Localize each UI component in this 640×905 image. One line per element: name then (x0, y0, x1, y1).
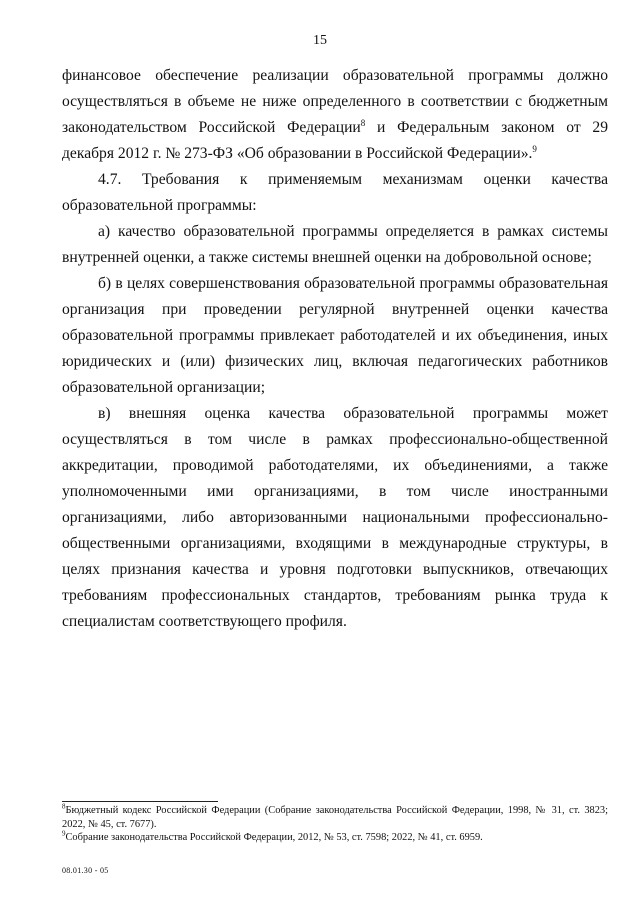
footnote-mark-9: 9 (62, 829, 66, 838)
paragraph-funding-text-2: и Федеральным законом от 29 декабря 2012 г. № 273-ФЗ «Об образовании в Российской Федерации». (62, 119, 608, 162)
footnote-divider (62, 801, 218, 802)
paragraph-funding (62, 63, 608, 167)
footnote-9 (62, 831, 608, 845)
footnote-ref-9: 9 (532, 143, 537, 154)
footnote-9-text: Собрание законодательства Российской Федерации, 2012, № 53, ст. 7598; 2022, № 41, ст. 6959. (65, 832, 483, 843)
footnote-8-text: Бюджетный кодекс Российской Федерации (Собрание законодательства Российской Федерации, 1998, № 31, ст. 3823; 2022, № 45, ст. 7677). (62, 805, 608, 830)
paragraph-item-b: б) в целях совершенствования образовательной программы образовательная организация при проведении регулярной внутренней оценки качества образовательной программы привлекает работодателей и их объединения, иных юридических и (или) физических лиц, включая педагогических работников образовательной организации; (62, 275, 608, 396)
paragraph-item-v: в) внешняя оценка качества образовательной программы может осуществляться в том числе в рамках профессионально-общественной аккредитации, проводимой работодателями, их объединениями, а также уполномоченными ими организациями, в том числе иностранными организациями, либо авторизованными национальными профессионально-общественными организациями, входящими в международные структуры, в целях признания качества и уровня подготовки выпускников, отвечающих требованиям профессиональных стандартов, требованиям рынка труда к специалистам соответствующего профиля. (62, 405, 608, 630)
footnote-8 (62, 804, 608, 831)
footnote-ref-8: 8 (360, 117, 366, 128)
paragraph-item-a: а) качество образовательной программы определяется в рамках системы внутренней оценки, а также системы внешней оценки на добровольной основе; (62, 223, 608, 266)
body-text (62, 63, 608, 635)
paragraph-funding-text-1: финансовое обеспечение реализации образовательной программы должно осуществляться в объеме не ниже определенного в соответствии с бюджетным законодательством Российской Федерации (62, 67, 608, 136)
footnotes (62, 804, 608, 845)
page-number: 15 (313, 33, 327, 48)
paragraph-4-7-heading: 4.7. Требования к применяемым механизмам оценки качества образовательной программы: (62, 171, 608, 214)
document-code: 08.01.30 - 05 (62, 866, 109, 875)
footnote-mark-8: 8 (62, 802, 66, 811)
